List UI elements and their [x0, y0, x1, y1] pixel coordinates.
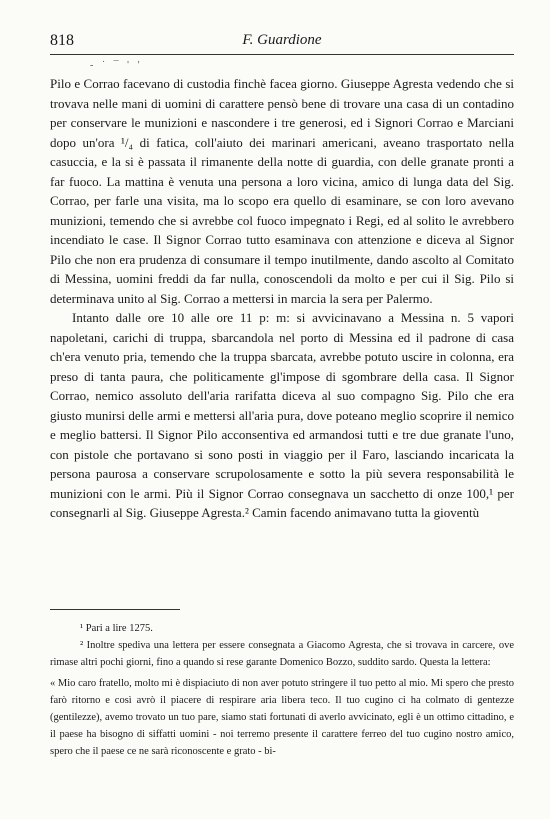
main-text [50, 74, 514, 523]
running-head [50, 30, 514, 52]
footnote-rule [50, 609, 180, 610]
footnote: ¹ Pari a lire 1275. [80, 623, 153, 634]
stray-print-marks: - ˙ ¯ ' ʹ [90, 60, 143, 71]
quoted-letter: « Mio caro fratello, molto mi è dispiaciuto di non aver potuto stringere il tuo petto al mio. Mi spero che presto farò ritorno e così avrò il piacere di respirare aria libera teco. Il tuo cugino ci ha colmato di gentezze (gentilezze), avemo trovato un tuo pare, siamo stati fortunati di averlo avvicinato, egli è un ottimo cittadino, e il paese ha bisogno di siffatti uomini - noi terremo presente il carattere ferreo del tuo cugino nostro amico, spero che il paese ce ne sarà riconoscente e grato - bi- [50, 678, 514, 757]
page-number: 818 [50, 32, 74, 49]
running-title: F. Guardione [242, 32, 322, 48]
footnote: ² Inoltre spediva una lettera per essere consegnata a Giacomo Agresta, che si trovava in carcere, ove rimase altri pochi giorni, fino a quando si rese garante Domenico Bozzo, suddito sardo. Questa la lettera: [50, 640, 514, 668]
paragraph: Pilo e Corrao facevano di custodia finchè facea giorno. Giuseppe Agresta vedendo che si trovava nelle mani di uomini di carattere pensò bene di trovare una casa di un contadino per conservare le munizioni e nascondere i tre generosi, ed i Signori Corrao e Marciani dopo un'ora ¹/₄ di fatica, coll'aiuto dei marinari americani, aveano trasportato nella casuccia, e la si è passata il rimanente della notte di guardia, con delle granate pronti a far fuoco. La mattina è venuta una persona a loro vicina, amico di lunga data del Sig. Corrao, per farle una visita, ma lo scopo era quello di esaminare, se con loro avevano munizioni, temendo che si avrebbe col fuoco impegnato i Regi, ed al solito le avrebbero incendiato le case. Il Signor Corrao tutto esaminava con attenzione e diceva al Signor Pilo che non era prudenza di consumare il tempo inutilmente, dando ascolto al Comitato di Messina, uomini freddi da far nulla, conoscendoli da molto e per cui il Sig. Pilo si determinava unito al Sig. Corrao a mettersi in marcia la sera per Palermo. [50, 76, 514, 306]
footnotes [50, 620, 514, 760]
paragraph: Intanto dalle ore 10 alle ore 11 p: m: si avvicinavano a Messina n. 5 vapori napoletani, carichi di truppa, sbarcandola nel porto di Messina ed il padrone di casa ch'era venuto pria, temendo che la truppa sbarcata, avrebbe potuto uscire in colonna, era preso di tanta paura, che politicamente gl'impose di sgombrare della casa. Il Signor Corrao, nemico assoluto dell'aria rarifatta diceva al suo compagno Sig. Pilo che era giusto munirsi delle armi e mettersi all'aria pura, dove poteano meglio scoprire il nemico e meglio battersi. Il Signor Pilo acconsentiva ed armandosi tutti e tre due granate l'uno, con pistole che portavano si sono posti in viaggio per il Faro, lasciando incaricata la persona paurosa a conservare scrupolosamente e sotto la più severa responsabilità le munizioni con le armi. Più il Signor Corrao consegnava un sacchetto di onze 100,¹ per consegnarli al Sig. Giuseppe Agresta.² Camin facendo animavano tutta la gioventù [50, 310, 514, 520]
header-rule [50, 54, 514, 55]
